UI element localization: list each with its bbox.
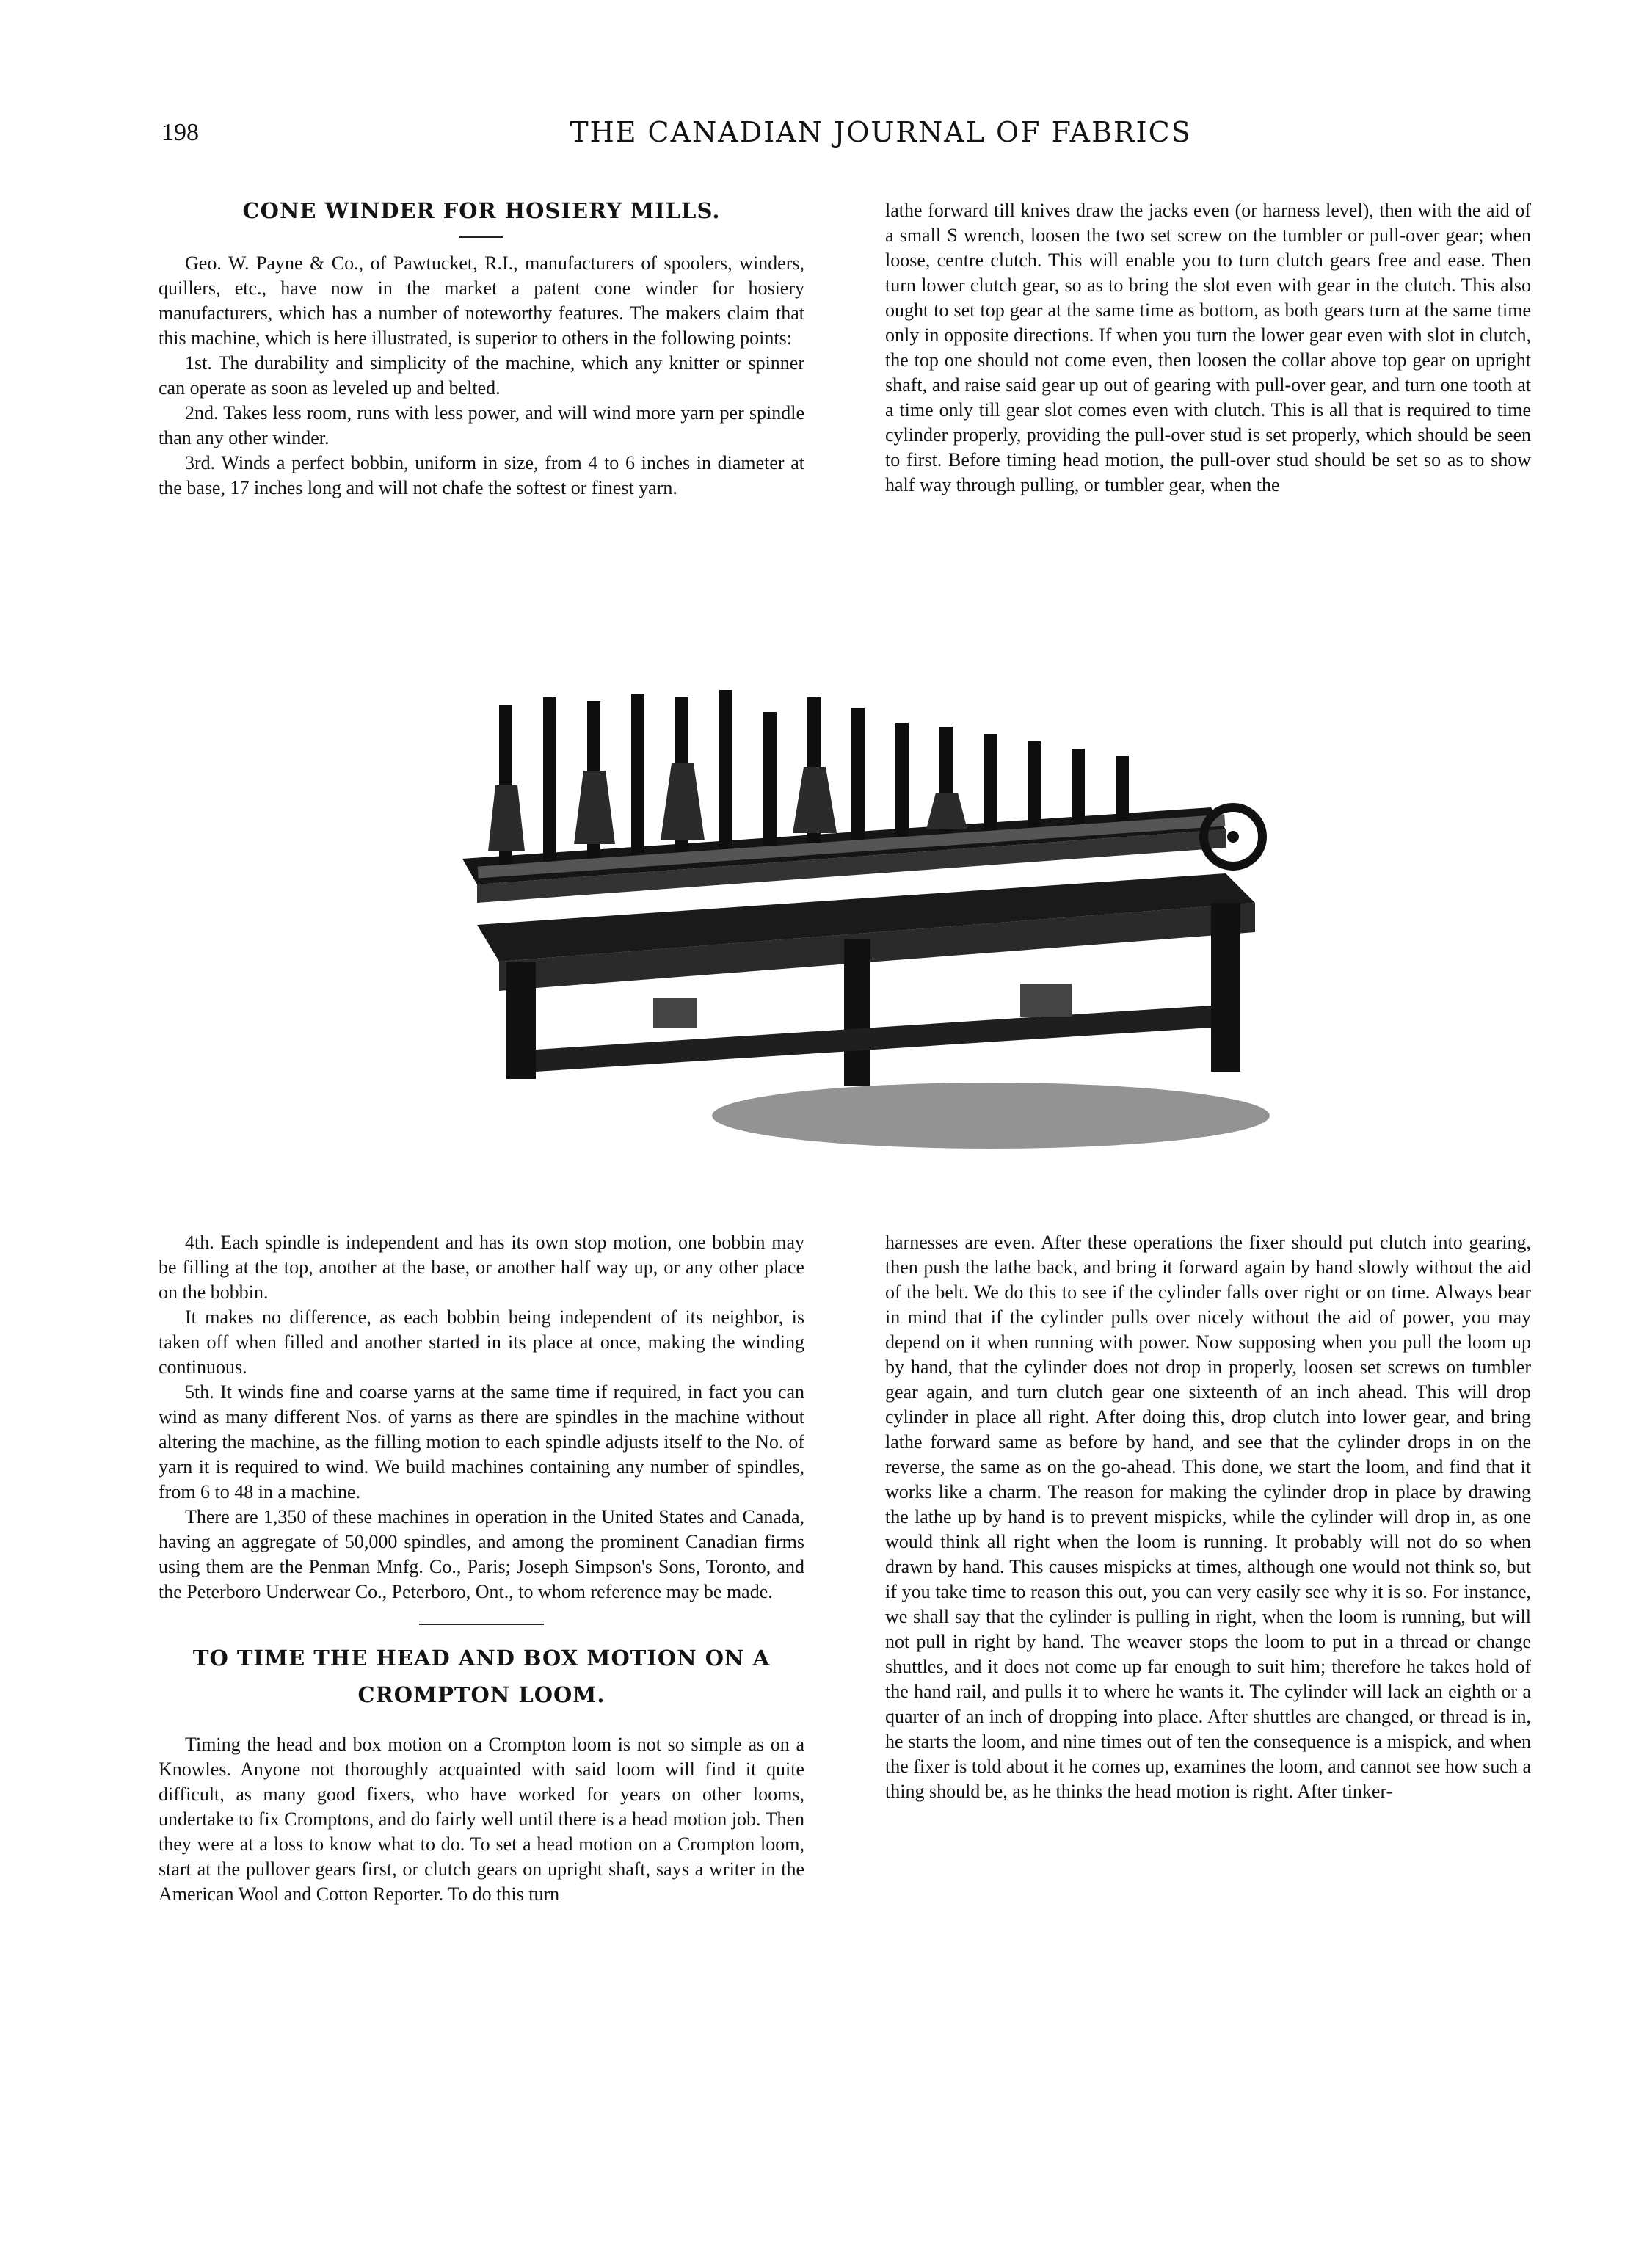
article-title-crompton-loom: TO TIME THE HEAD AND BOX MOTION ON A CROMPTON LOOM. (192, 1646, 771, 1707)
section-rule (419, 1624, 544, 1625)
page-number: 198 (161, 119, 199, 146)
article-paragraph: 1st. The durability and simplicity of the machine, which any knitter or spinner can operate as soon as leveled up and belted. (159, 352, 804, 399)
running-head-title: THE CANADIAN JOURNAL OF FABRICS (570, 116, 1192, 148)
article-paragraph: Timing the head and box motion on a Crompton loom is not so simple as on a Knowles. Anyone not thoroughly acquainted with said loom will find it quite difficult, as many good fixers, who have worked for years on other looms, undertake to fix Cromptons, and do fairly well until there is a head motion job. Then they were at a loss to know what to do. To set a head motion on a Crompton loom, start at the pullover gears first, or clutch gears on upright shaft, says a writer in the American Wool and Cotton Reporter. To do this turn (159, 1734, 804, 1905)
article-crompton-continued-top (885, 198, 1531, 498)
article-paragraph: 2nd. Takes less room, runs with less power, and will wind more yarn per spindle than any other winder. (159, 402, 804, 448)
article-paragraph: 4th. Each spindle is independent and has its own stop motion, one bobbin may be filling at the top, another at the base, or another half way up, or any other place on the bobbin. (159, 1232, 804, 1303)
article-title-cone-winder: CONE WINDER FOR HOSIERY MILLS. (242, 198, 721, 223)
article-paragraph: 3rd. Winds a perfect bobbin, uniform in size, from 4 to 6 inches in diameter at the base, 17 inches long and will not chafe the softest or finest yarn. (159, 452, 804, 498)
article-paragraph: harnesses are even. After these operations the fixer should put clutch into gearing, then push the lathe back, and bring it forward again by hand slowly without the aid of the belt. We do this to see if the cylinder falls over right or on time. Always bear in mind that if the cylinder pulls over nicely without the aid of power, you may depend on it when running with power. Now supposing when you pull the loom up by hand, that the cylinder does not drop in properly, loosen set screws on tumbler gear again, and turn clutch gear one sixteenth of an inch ahead. This will drop cylinder in place all right. After doing this, drop clutch into lower gear, and bring lathe forward same as before by hand, and see that the cylinder drops in on the reverse, the same as on the go-ahead. This done, we start the loom, and find that it works like a charm. The reason for making the cylinder drop in place by drawing the lathe up by hand is to prevent mispicks, while the cylinder will drop in, as one would think all right when the loom is running. It probably will not do so when drawn by hand. This causes mispicks at times, although one would not think so, but if you take time to reason this out, you can very easily see why it is so. For instance, we shall say that the cylinder is pulling in right, when the loom is running, but will not pull in right by hand. The weaver stops the loom to put in a thread or change shuttles, and it does not come up far enough to suit him; therefore he takes hold of the hand rail, and pulls it to where he wants it. The cylinder will lack an eighth or a quarter of an inch of dropping into place. After shuttles are changed, or thread is in, he starts the loom, and nine times out of ten the consequence is a mispick, and when the fixer is told about it he comes up, examines the loom, and cannot see how such a thing should be, as he thinks the head motion is right. After tinker- (885, 1232, 1531, 1802)
article-cone-winder (159, 192, 804, 501)
article-paragraph: 5th. It winds fine and coarse yarns at the same time if required, in fact you can wind as many different Nos. of yarns as there are spindles in the machine without altering the machine, as the filling motion to each spindle adjusts itself to the No. of yarn it is required to wind. We build machines containing any number of spindles, from 6 to 48 in a machine. (159, 1381, 804, 1502)
article-paragraph: It makes no difference, as each bobbin being independent of its neighbor, is taken off when filled and another started in its place at once, making the winding continuous. (159, 1306, 804, 1378)
article-paragraph: lathe forward till knives draw the jacks even (or harness level), then with the aid of a small S wrench, loosen the two set screw on the tumbler or pull-over gear; when loose, centre clutch. This will enable you to turn clutch gears free and ease. Then turn lower clutch gear, so as to bring the slot even with gear in the clutch. This also ought to set top gear at the same time as bottom, as both gears turn at the same time only in opposite directions. If when you turn the lower gear even with slot in clutch, the top one should not come even, then loosen the collar above top gear on upright shaft, and raise said gear up out of gearing with pull-over gear, and turn one tooth at a time only till gear slot comes even with clutch. This is all that is required to time cylinder properly, providing the pull-over stud is set properly, which should be seen to first. Before timing head motion, the pull-over stud should be set so as to show half way through pulling, or tumbler gear, when the (885, 200, 1531, 495)
article-crompton-continued-bottom (885, 1230, 1531, 1804)
article-cone-winder-continued (159, 1230, 804, 1907)
title-rule (459, 236, 503, 238)
article-paragraph: Geo. W. Payne & Co., of Pawtucket, R.I., manufacturers of spoolers, winders, quillers, etc., have now in the market a patent cone winder for hosiery manufacturers, which has a number of noteworthy features. The makers claim that this machine, which is here illustrated, is superior to others in the following points: (159, 252, 804, 349)
article-paragraph: There are 1,350 of these machines in operation in the United States and Canada, having an aggregate of 50,000 spindles, and among the prominent Canadian firms using them are the Penman Mnfg. Co., Paris; Joseph Simpson's Sons, Toronto, and the Peterboro Underwear Co., Peterboro, Ont., to whom reference may be made. (159, 1506, 804, 1602)
cone-winder-machine-illustration (433, 683, 1292, 1152)
